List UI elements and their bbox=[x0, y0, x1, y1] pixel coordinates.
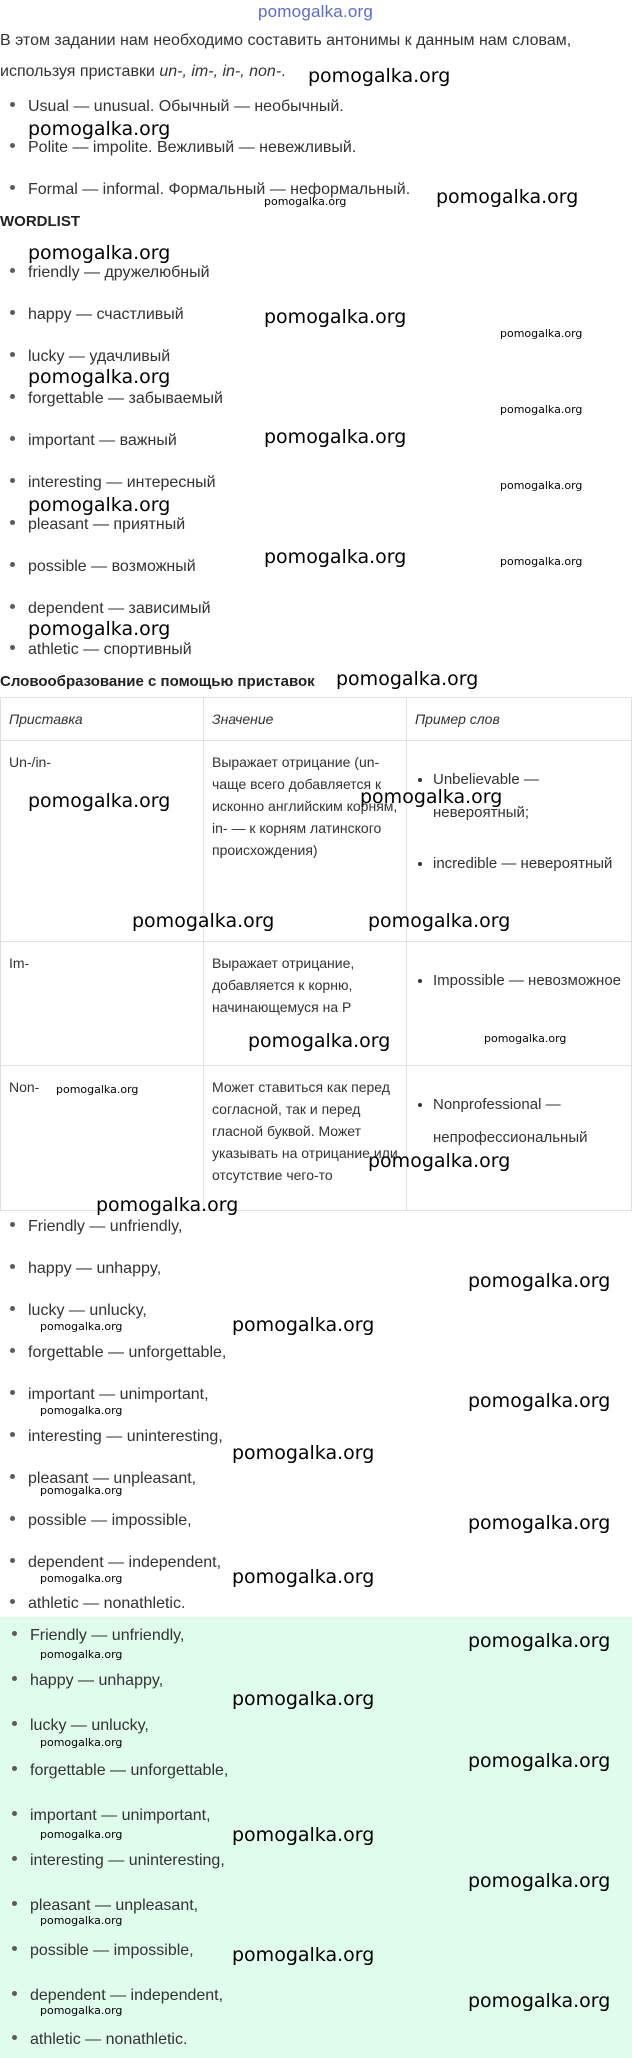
watermark: pomogalka.org bbox=[360, 786, 503, 808]
watermark: pomogalka.org bbox=[368, 1150, 511, 1172]
wordlist-item: lucky — удачливый bbox=[10, 347, 170, 367]
watermark: pomogalka.org bbox=[308, 65, 451, 87]
highlighted-answer-item: possible — impossible, bbox=[12, 1941, 194, 1961]
bullet-icon bbox=[12, 2035, 17, 2040]
highlighted-answer-item: athletic — nonathletic. bbox=[12, 2030, 187, 2050]
watermark: pomogalka.org bbox=[500, 327, 583, 340]
bullet-icon bbox=[12, 1991, 17, 1996]
watermark: pomogalka.org bbox=[264, 195, 347, 208]
watermark: pomogalka.org bbox=[28, 494, 171, 516]
wordlist-item: happy — счастливый bbox=[10, 305, 184, 325]
answer-item: dependent — independent, bbox=[10, 1553, 221, 1573]
bullet-icon bbox=[12, 1631, 17, 1636]
watermark: pomogalka.org bbox=[232, 1944, 375, 1966]
watermark: pomogalka.org bbox=[436, 186, 579, 208]
bullet-icon bbox=[12, 1766, 17, 1771]
watermark: pomogalka.org bbox=[96, 1194, 239, 1216]
highlighted-answer-item: lucky — unlucky, bbox=[12, 1716, 149, 1736]
watermark: pomogalka.org bbox=[368, 910, 511, 932]
watermark: pomogalka.org bbox=[500, 403, 583, 416]
watermark: pomogalka.org bbox=[40, 1914, 123, 1927]
answer-item: pleasant — unpleasant, bbox=[10, 1469, 196, 1489]
example-words-list bbox=[415, 1088, 623, 1154]
bullet-icon bbox=[10, 1599, 15, 1604]
watermark: pomogalka.org bbox=[264, 306, 407, 328]
example-item: Usual — unusual. Обычный — необычный. bbox=[10, 97, 344, 117]
bullet-icon bbox=[10, 1558, 15, 1563]
example-word: • incredible — невероятный bbox=[433, 847, 623, 880]
answer-item: interesting — uninteresting, bbox=[10, 1427, 223, 1447]
bullet-icon bbox=[10, 185, 15, 190]
bullet-icon bbox=[10, 102, 15, 107]
watermark: pomogalka.org bbox=[40, 2004, 123, 2017]
bullet-icon bbox=[10, 1306, 15, 1311]
wordlist-item: forgettable — забываемый bbox=[10, 389, 223, 409]
watermark: pomogalka.org bbox=[232, 1688, 375, 1710]
column-header-meaning: Значение bbox=[204, 698, 407, 741]
example-words-list bbox=[415, 763, 623, 880]
watermark: pomogalka.org bbox=[40, 1736, 123, 1749]
watermark: pomogalka.org bbox=[40, 1484, 123, 1497]
bullet-icon bbox=[10, 436, 15, 441]
highlighted-answer-item: interesting — uninteresting, bbox=[12, 1851, 225, 1871]
watermark: pomogalka.org bbox=[468, 1390, 611, 1412]
meaning-cell: Может ставиться как перед согласной, так и перед гласной буквой. Может указывать на отрицание или отсутствие чего-то bbox=[204, 1066, 407, 1211]
answer-item: important — unimportant, bbox=[10, 1385, 209, 1405]
watermark: pomogalka.org bbox=[468, 1630, 611, 1652]
intro-line-2: используя приставки un-, im-, in-, non-. bbox=[0, 63, 286, 80]
example-word: • Nonprofessional — непрофессиональный bbox=[433, 1088, 623, 1154]
bullet-icon bbox=[12, 1946, 17, 1951]
watermark: pomogalka.org bbox=[232, 1824, 375, 1846]
table-header-row bbox=[1, 698, 632, 741]
bullet-icon bbox=[10, 1264, 15, 1269]
highlighted-answer-item: important — unimportant, bbox=[12, 1806, 211, 1826]
answer-item: forgettable — unforgettable, bbox=[10, 1343, 226, 1363]
watermark: pomogalka.org bbox=[232, 1314, 375, 1336]
watermark: pomogalka.org bbox=[40, 1828, 123, 1841]
watermark: pomogalka.org bbox=[40, 1648, 123, 1661]
bullet-icon bbox=[10, 1348, 15, 1353]
wordlist-heading: WORDLIST bbox=[0, 213, 80, 230]
bullet-icon bbox=[10, 1222, 15, 1227]
watermark: pomogalka.org bbox=[28, 366, 171, 388]
wordlist-item: important — важный bbox=[10, 431, 177, 451]
column-header-examples: Пример слов bbox=[407, 698, 632, 741]
bullet-icon bbox=[10, 478, 15, 483]
bullet-icon bbox=[10, 143, 15, 148]
bullet-icon bbox=[12, 1676, 17, 1681]
watermark: pomogalka.org bbox=[500, 479, 583, 492]
intro-line-1: В этом задании нам необходимо составить антонимы к данным нам словам, bbox=[0, 32, 572, 49]
bullet-icon bbox=[10, 604, 15, 609]
bullet-icon bbox=[10, 645, 15, 650]
examples-cell bbox=[407, 1066, 632, 1211]
bullet-icon bbox=[10, 310, 15, 315]
examples-cell bbox=[407, 942, 632, 1066]
wordlist-item: pleasant — приятный bbox=[10, 515, 185, 535]
answer-item: athletic — nonathletic. bbox=[10, 1594, 185, 1614]
bullet-icon bbox=[12, 1856, 17, 1861]
watermark: pomogalka.org bbox=[468, 1750, 611, 1772]
bullet-icon bbox=[10, 520, 15, 525]
highlighted-answer-item: Friendly — unfriendly, bbox=[12, 1626, 184, 1646]
answer-item: happy — unhappy, bbox=[10, 1259, 161, 1279]
wordlist-item: interesting — интересный bbox=[10, 473, 216, 493]
prefix-cell: Un-/in- bbox=[1, 741, 204, 942]
watermark: pomogalka.org bbox=[40, 1320, 123, 1333]
watermark: pomogalka.org bbox=[40, 1572, 123, 1585]
bullet-icon bbox=[10, 562, 15, 567]
bullet-icon bbox=[10, 1516, 15, 1521]
watermark: pomogalka.org bbox=[248, 1030, 391, 1052]
bullet-icon bbox=[10, 352, 15, 357]
answer-item: Friendly — unfriendly, bbox=[10, 1217, 182, 1237]
column-header-prefix: Приставка bbox=[1, 698, 204, 741]
watermark: pomogalka.org bbox=[40, 1404, 123, 1417]
watermark: pomogalka.org bbox=[468, 1870, 611, 1892]
prefix-cell: Non- bbox=[1, 1066, 204, 1211]
prefix-table bbox=[0, 697, 632, 1211]
watermark: pomogalka.org bbox=[28, 618, 171, 640]
example-words-list bbox=[415, 964, 623, 997]
watermark: pomogalka.org bbox=[56, 1083, 139, 1096]
meaning-cell: Выражает отрицание, добавляется к корню, начинающемуся на Р bbox=[204, 942, 407, 1066]
site-logo[interactable]: pomogalka.org bbox=[258, 2, 374, 21]
bullet-icon bbox=[10, 1432, 15, 1437]
wordlist-item: possible — возможный bbox=[10, 557, 196, 577]
prefix-cell: Im- bbox=[1, 942, 204, 1066]
watermark: pomogalka.org bbox=[336, 668, 479, 690]
answer-item: possible — impossible, bbox=[10, 1511, 192, 1531]
watermark: pomogalka.org bbox=[468, 1270, 611, 1292]
example-word: • Unbelievable — невероятный; bbox=[433, 763, 623, 829]
example-item: Polite — impolite. Вежливый — невежливый. bbox=[10, 138, 356, 158]
bullet-icon bbox=[12, 1721, 17, 1726]
answer-item: lucky — unlucky, bbox=[10, 1301, 147, 1321]
wordlist-item: athletic — спортивный bbox=[10, 640, 192, 660]
bullet-icon bbox=[10, 1390, 15, 1395]
wordlist-item: friendly — дружелюбный bbox=[10, 263, 210, 283]
watermark: pomogalka.org bbox=[468, 1990, 611, 2012]
watermark: pomogalka.org bbox=[28, 118, 171, 140]
watermark: pomogalka.org bbox=[264, 426, 407, 448]
bullet-icon bbox=[12, 1811, 17, 1816]
watermark: pomogalka.org bbox=[28, 790, 171, 812]
example-item: Formal — informal. Формальный — неформальный. bbox=[10, 180, 410, 200]
bullet-icon bbox=[10, 268, 15, 273]
meaning-cell: Выражает отрицание (un- чаще всего добавляется к исконно английским корням, in- — к корням латинского происхождения) bbox=[204, 741, 407, 942]
watermark: pomogalka.org bbox=[28, 242, 171, 264]
watermark: pomogalka.org bbox=[484, 1032, 567, 1045]
watermark: pomogalka.org bbox=[500, 555, 583, 568]
highlighted-answer-item: happy — unhappy, bbox=[12, 1671, 163, 1691]
highlighted-answer-item: dependent — independent, bbox=[12, 1986, 223, 2006]
watermark: pomogalka.org bbox=[132, 910, 275, 932]
bullet-icon bbox=[10, 394, 15, 399]
watermark: pomogalka.org bbox=[232, 1442, 375, 1464]
bullet-icon bbox=[12, 1901, 17, 1906]
example-word: • Impossible — невозможное bbox=[433, 964, 623, 997]
wordlist-item: dependent — зависимый bbox=[10, 599, 211, 619]
highlighted-answer-item: pleasant — unpleasant, bbox=[12, 1896, 198, 1916]
table-heading: Словообразование с помощью приставок bbox=[0, 673, 315, 690]
watermark: pomogalka.org bbox=[468, 1512, 611, 1534]
bullet-icon bbox=[10, 1474, 15, 1479]
table-row bbox=[1, 741, 632, 942]
highlighted-answer-item: forgettable — unforgettable, bbox=[12, 1761, 228, 1781]
watermark: pomogalka.org bbox=[264, 546, 407, 568]
watermark: pomogalka.org bbox=[232, 1566, 375, 1588]
